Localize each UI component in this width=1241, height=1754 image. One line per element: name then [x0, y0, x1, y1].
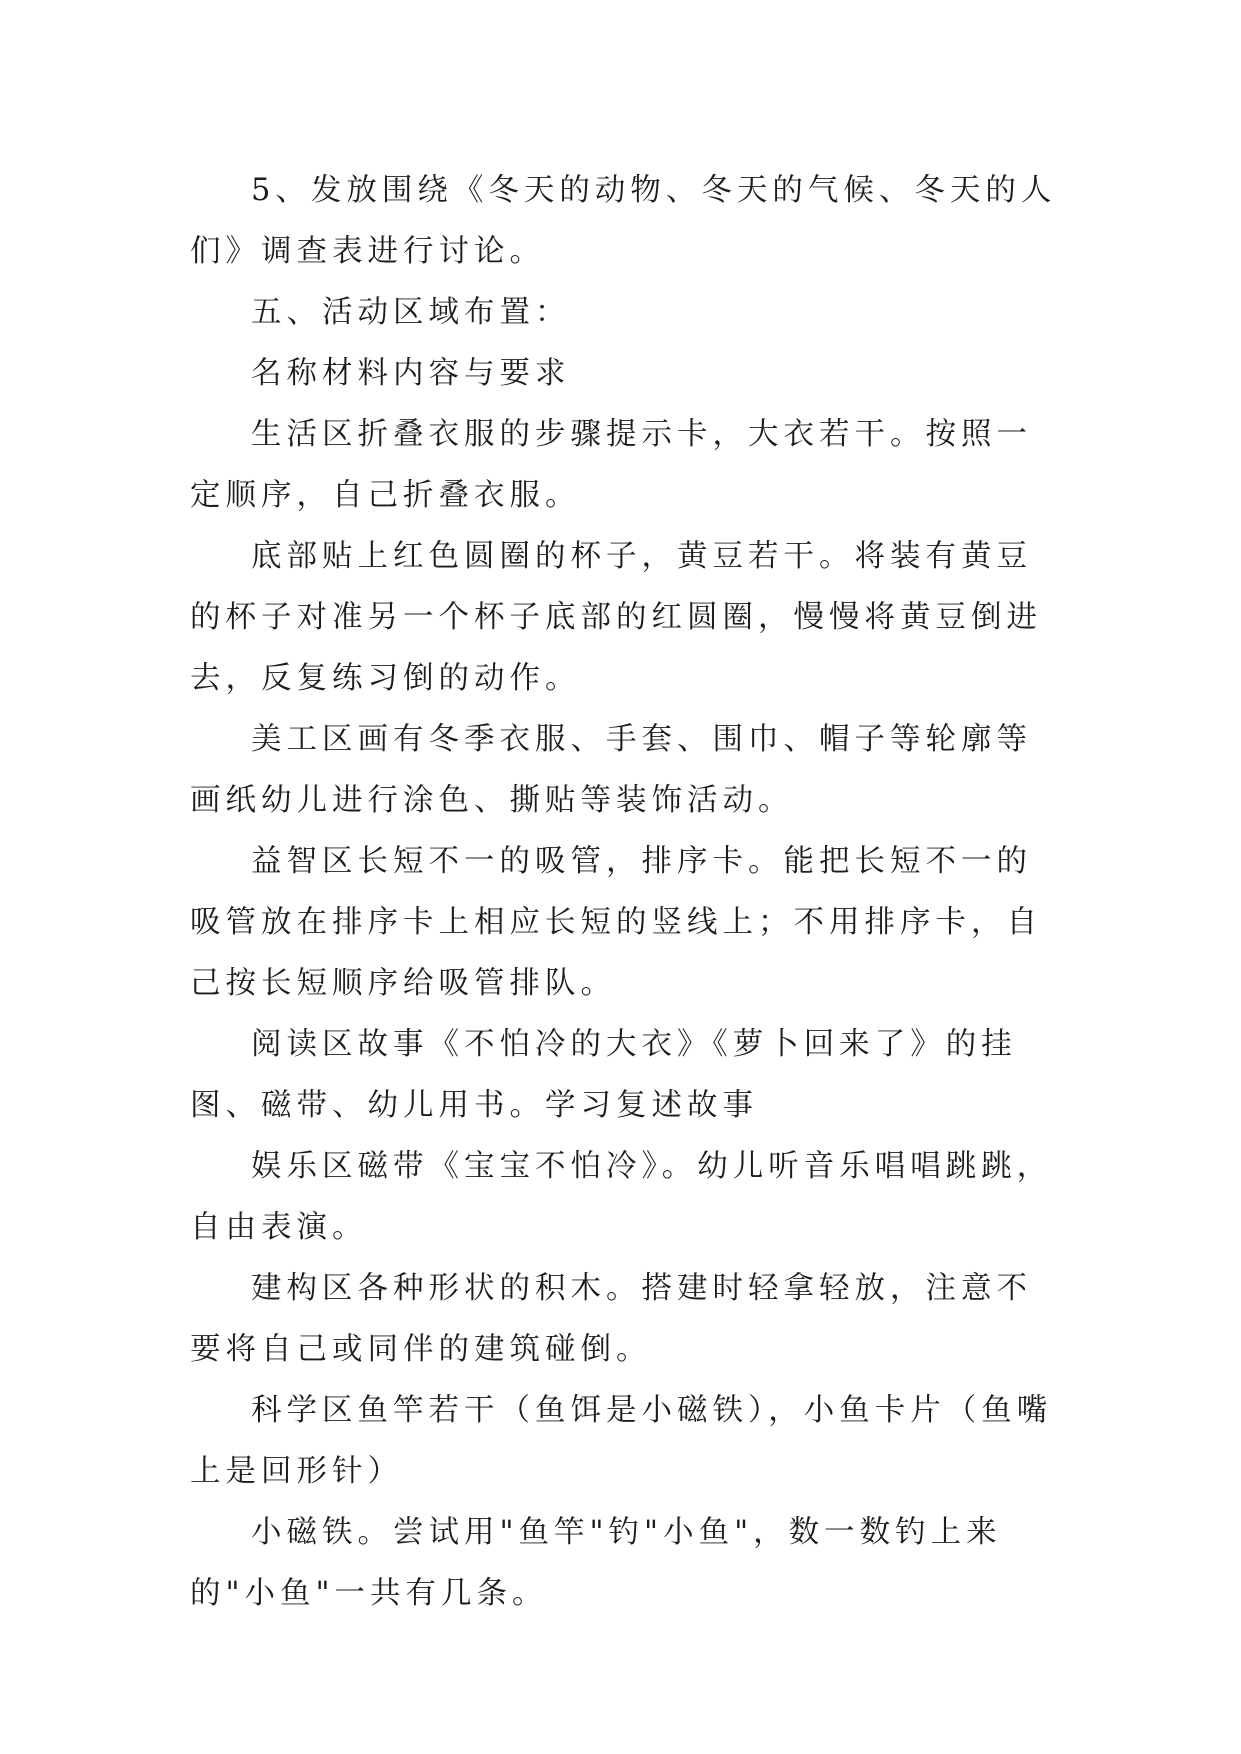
paragraph-puzzle-area: 益智区长短不一的吸管，排序卡。能把长短不一的吸管放在排序卡上相应长短的竖线上；不用排序卡，自己按长短顺序给吸管排队。: [190, 844, 1042, 1001]
paragraph-fishing-game: 小磁铁。尝试用"鱼竿"钓"小鱼"，数一数钓上来的"小鱼"一共有几条。: [190, 1515, 1002, 1611]
section-heading-activity-areas: 五、活动区域布置：: [251, 295, 571, 330]
paragraph-music-area: 娱乐区磁带《宝宝不怕冷》。幼儿听音乐唱唱跳跳，自由表演。: [190, 1149, 1053, 1245]
document-body: [190, 160, 1060, 1624]
paragraph-building-area: 建构区各种形状的积木。搭建时轻拿轻放，注意不要将自己或同伴的建筑碰倒。: [190, 1271, 1032, 1367]
paragraph-art-area: 美工区画有冬季衣服、手套、围巾、帽子等轮廓等画纸幼儿进行涂色、撕贴等装饰活动。: [190, 722, 1032, 818]
paragraph-life-area: 生活区折叠衣服的步骤提示卡，大衣若干。按照一定顺序，自己折叠衣服。: [190, 417, 1032, 513]
paragraph-reading-area: 阅读区故事《不怕冷的大衣》《萝卜回来了》的挂图、磁带、幼儿用书。学习复述故事: [190, 1027, 1017, 1123]
paragraph-survey-discussion: 5、发放围绕《冬天的动物、冬天的气候、冬天的人们》调查表进行讨论。: [190, 173, 1057, 269]
paragraph-pouring-beans: 底部贴上红色圆圈的杯子，黄豆若干。将装有黄豆的杯子对准另一个杯子底部的红圆圈，慢慢将黄豆倒进去，反复练习倒的动作。: [190, 539, 1042, 696]
paragraph-science-area: 科学区鱼竿若干（鱼饵是小磁铁），小鱼卡片（鱼嘴上是回形针）: [190, 1393, 1053, 1489]
table-header-line: 名称材料内容与要求: [251, 356, 571, 391]
